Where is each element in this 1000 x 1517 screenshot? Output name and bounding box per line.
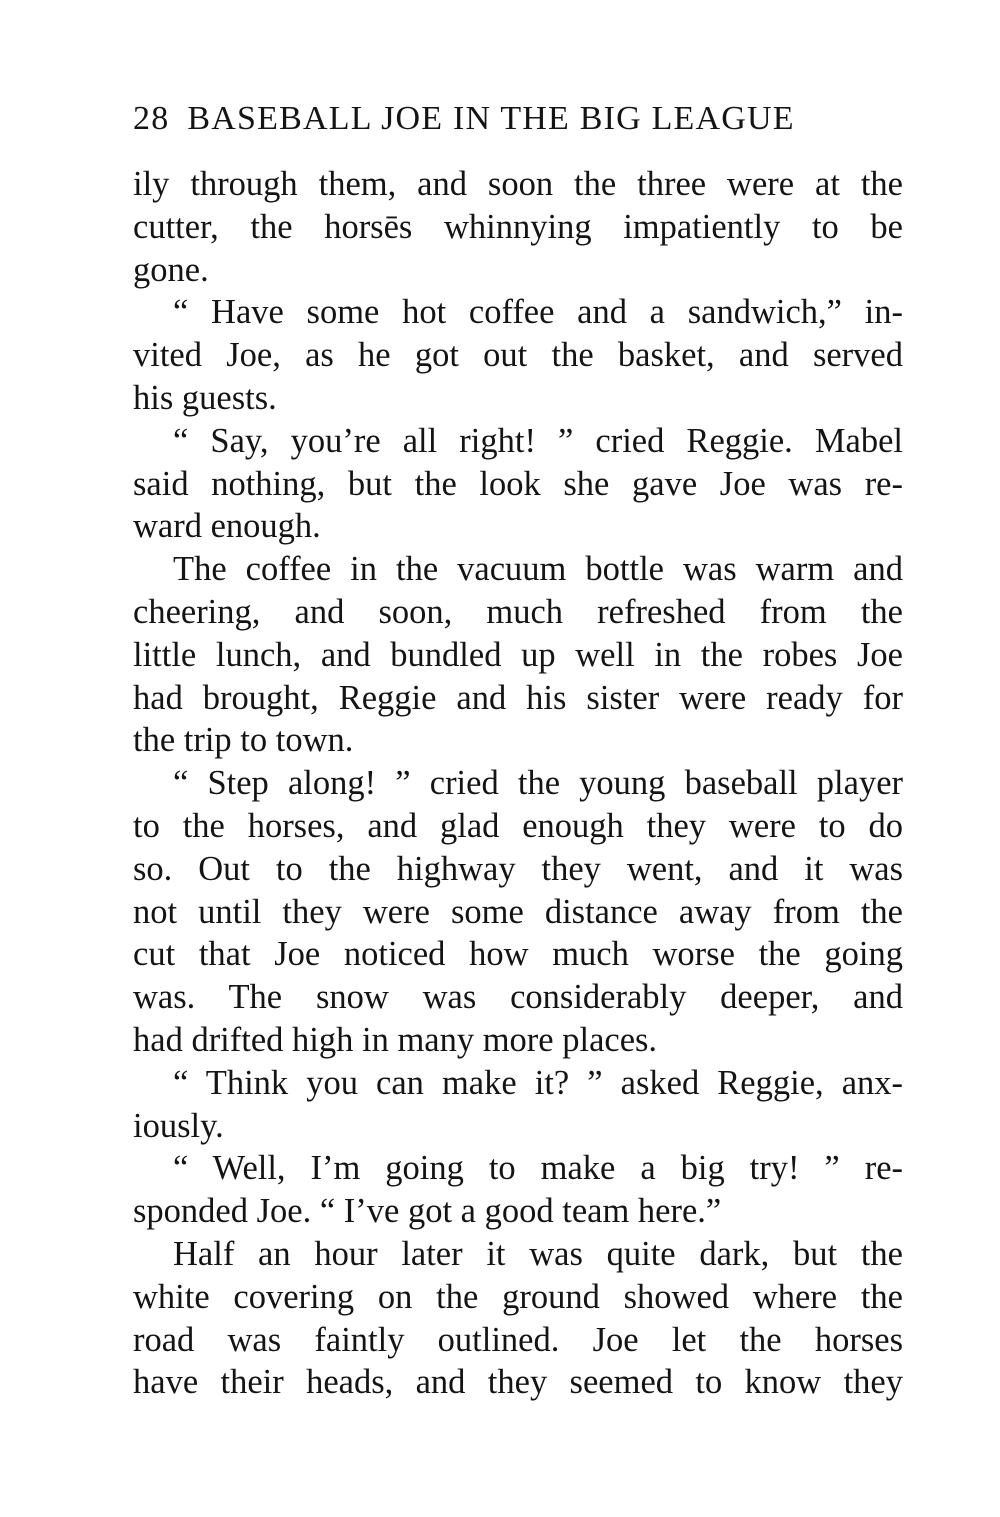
text-line: Half an hour later it was quite dark, but the: [173, 1234, 903, 1273]
text-line: “ Say, you’re all right! ” cried Reggie. Mabel: [173, 421, 903, 460]
page-number: 28: [133, 100, 170, 137]
text-line: cheering, and soon, much refreshed from the: [133, 592, 903, 631]
text-line: The coffee in the vacuum bottle was warm and: [173, 550, 903, 589]
text-line: “ Think you can make it? ” asked Reggie, anx-: [173, 1063, 903, 1102]
text-line: “ Have some hot coffee and a sandwich,” in-: [173, 293, 903, 332]
text-line: had brought, Reggie and his sister were ready for: [133, 678, 903, 717]
text-line: cut that Joe noticed how much worse the going: [133, 935, 903, 974]
running-title: BASEBALL JOE IN THE BIG LEAGUE: [187, 100, 795, 137]
text-line: to the horses, and glad enough they were to do: [133, 806, 903, 845]
text-line: road was faintly outlined. Joe let the horses: [133, 1320, 903, 1359]
text-line: ily through them, and soon the three were at the: [133, 165, 903, 203]
text-line: gone.: [133, 250, 209, 289]
text-line: “ Step along! ” cried the young baseball player: [173, 764, 903, 803]
page-header: [133, 94, 903, 144]
text-line: had drifted high in many more places.: [133, 1020, 658, 1059]
text-line: “ Well, I’m going to make a big try! ” re-: [173, 1149, 903, 1188]
text-line: sponded Joe. “ I’ve got a good team here.”: [133, 1192, 722, 1231]
text-line: vited Joe, as he got out the basket, and served: [133, 336, 903, 375]
text-line: said nothing, but the look she gave Joe was re-: [133, 464, 903, 503]
text-line: white covering on the ground showed where the: [133, 1277, 903, 1316]
text-line: the trip to town.: [133, 721, 354, 760]
text-line: ward enough.: [133, 507, 321, 546]
text-line: little lunch, and bundled up well in the robes Joe: [133, 635, 903, 674]
text-line: cutter, the horsēs whinnying impatiently to be: [133, 207, 903, 246]
text-line: was. The snow was considerably deeper, and: [133, 978, 903, 1017]
text-line: iously.: [133, 1106, 224, 1145]
body-text: [133, 163, 903, 1404]
text-line: not until they were some distance away from the: [133, 892, 903, 931]
text-line: so. Out to the highway they went, and it was: [133, 849, 903, 888]
text-line: his guests.: [133, 378, 277, 417]
text-line: have their heads, and they seemed to know they: [133, 1363, 903, 1402]
